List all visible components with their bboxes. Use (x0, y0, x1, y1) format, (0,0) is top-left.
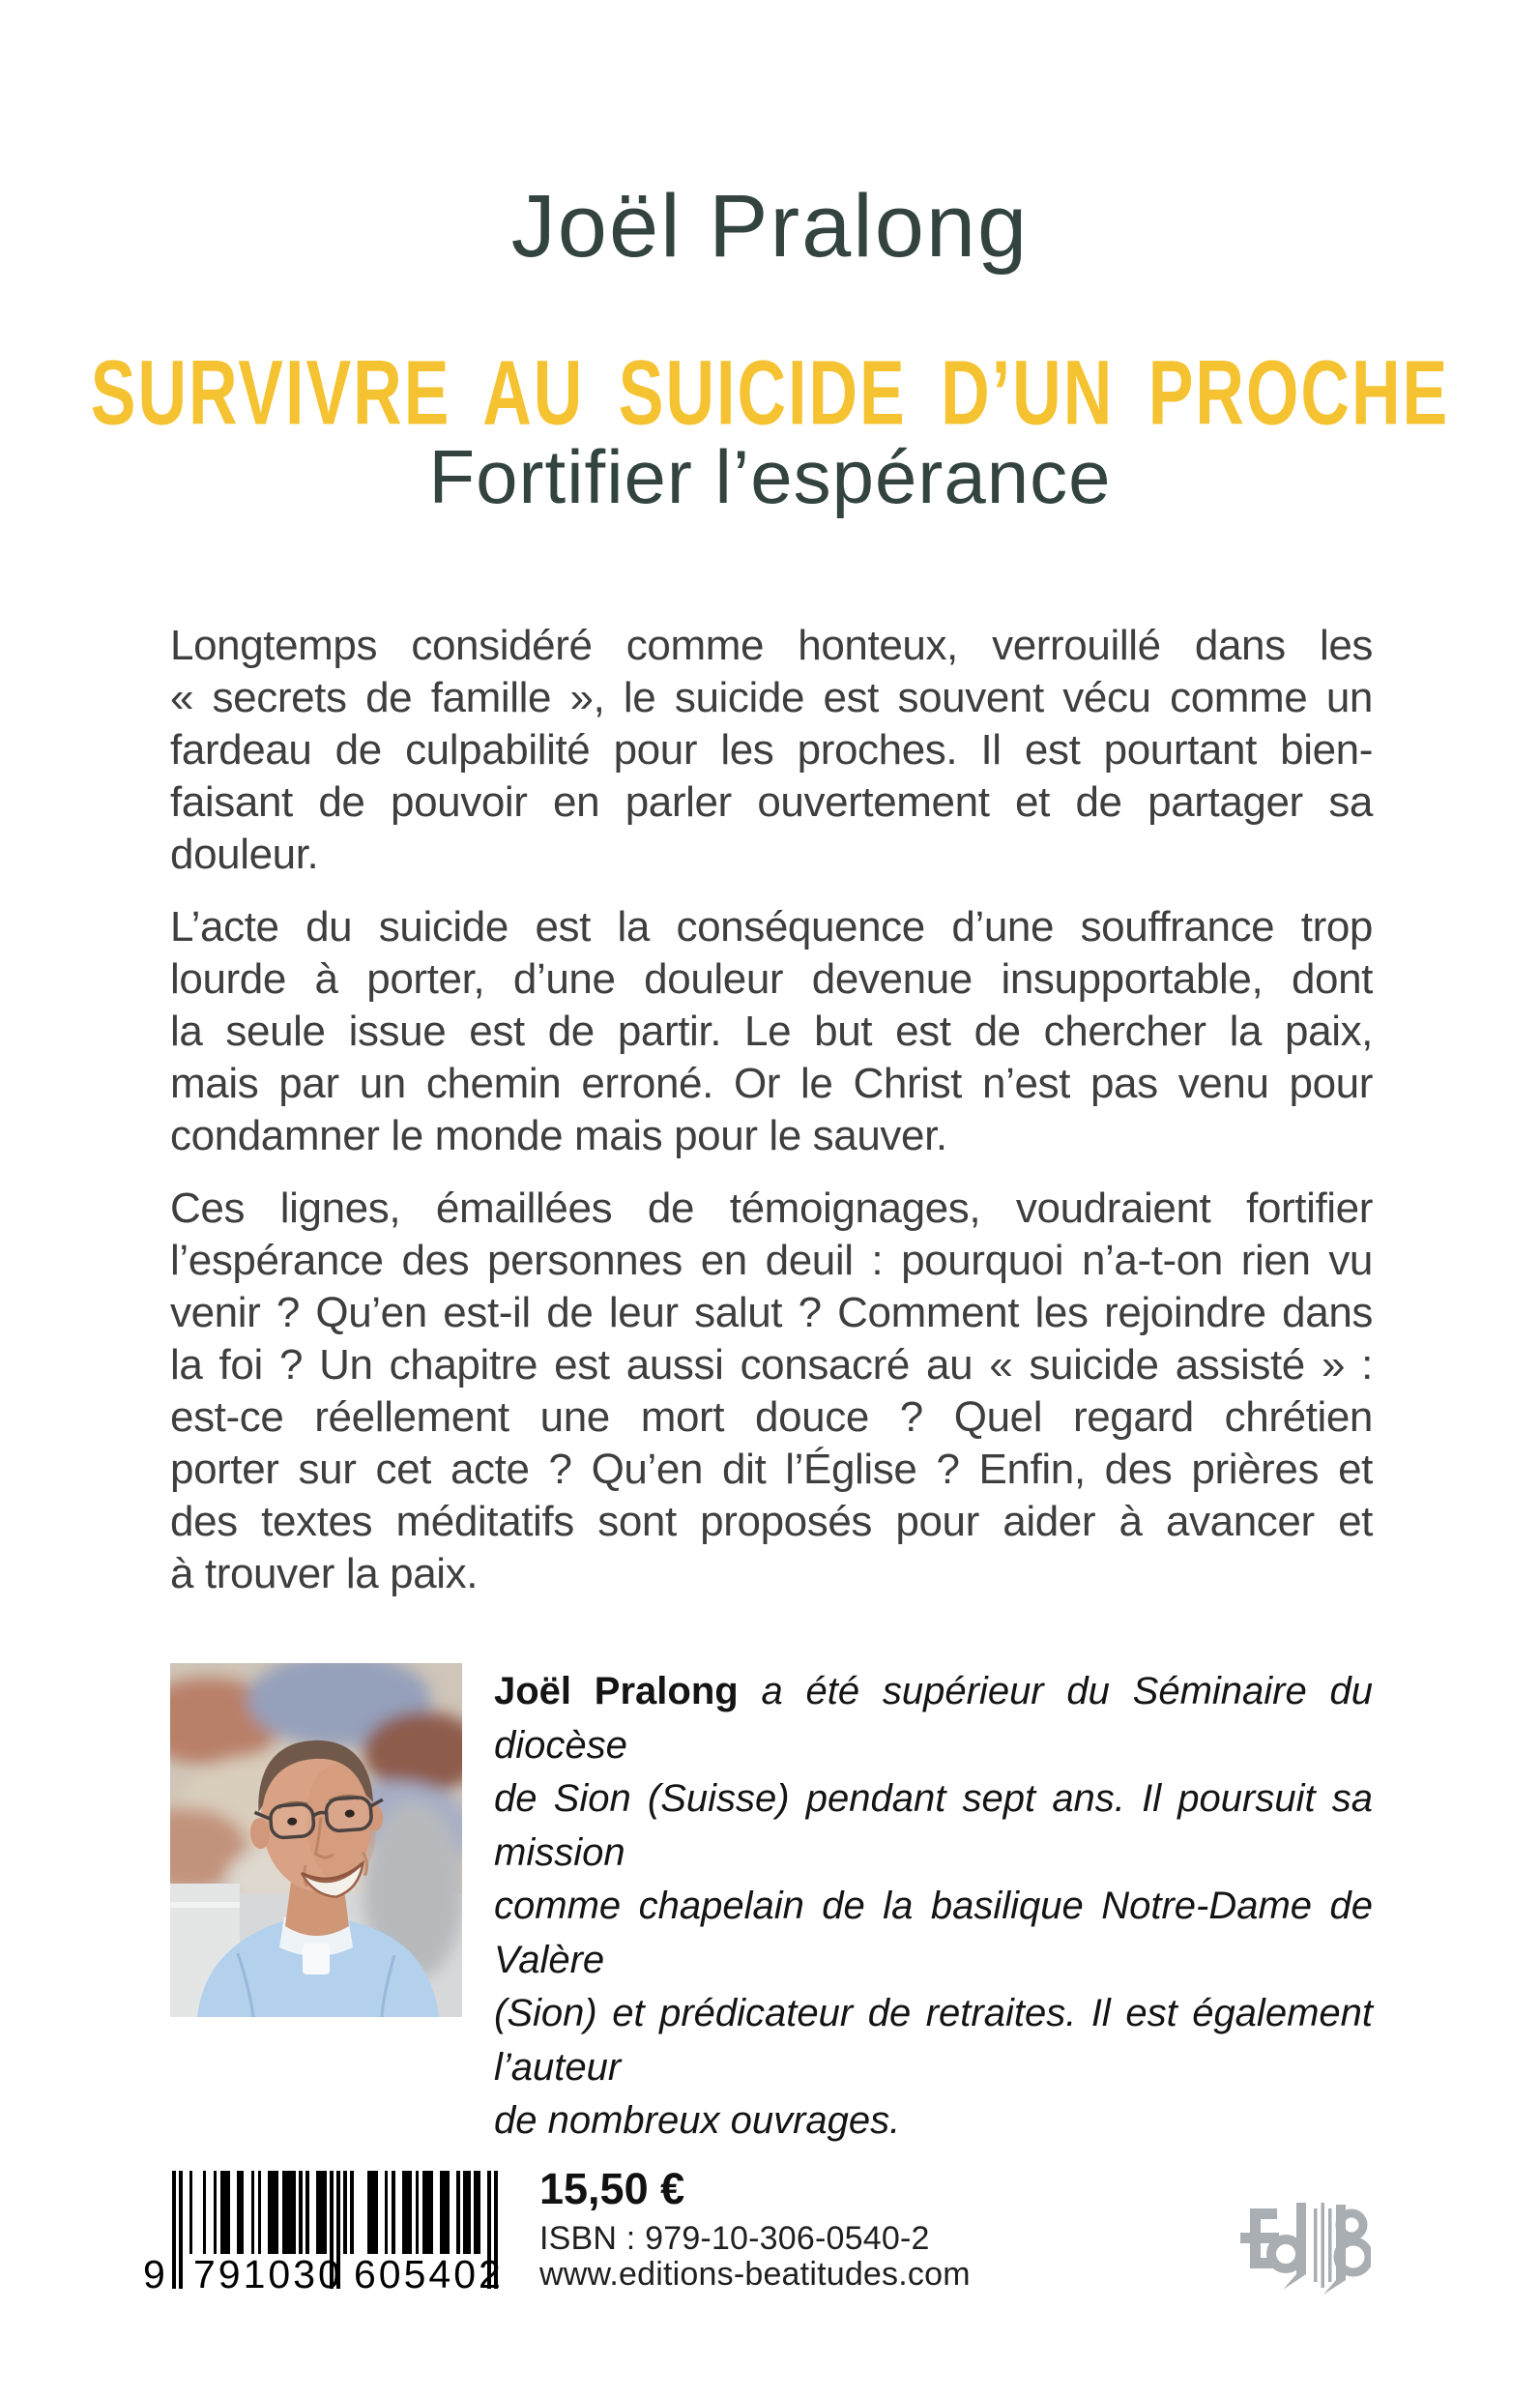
price: 15,50 € (539, 2164, 685, 2213)
book-subtitle: Fortifier l’espérance (428, 434, 1112, 519)
bio-text: Joël Pralong a été supérieur du Séminaire du diocèse de Sion (Suisse) pendant sept ans. Il poursuit sa mission comme chapelain de la basilique Notre-Dame de Valère (Sion) et prédicateur de retraites. Il est également l’auteur de nombreux ouvrages. (494, 1670, 1373, 2142)
author-name: Joël Pralong (510, 177, 1030, 276)
barcode-lead-digit: 9 (143, 2252, 168, 2296)
paragraph: Longtemps considéré comme honteux, verrouillé dans les « secrets de famille », le suicide est souvent vécu comme un fardeau de culpabilité pour les proches. Il est pourtant bien- faisant de pouvoir en parler ouvertement et de partager sa douleur. (170, 622, 1373, 878)
wall-ledge (170, 1902, 240, 1908)
barcode-right-digits: 605402 (354, 2252, 504, 2296)
website-url: www.editions-beatitudes.com (539, 2256, 971, 2293)
publisher-logo-edb-icon (1240, 2203, 1371, 2295)
barcode-left-digits: 791030 (193, 2252, 343, 2296)
author-photo (170, 1663, 462, 2017)
barcode (143, 2171, 530, 2298)
paragraph: L’acte du suicide est la conséquence d’une souffrance trop lourde à porter, d’une douleur devenue insupportable, dont la seule issue est de partir. Le but est de chercher la paix, mais par un chemin erroné. Or le Christ n’est pas venu pour condamner le monde mais pour le sauver. (170, 903, 1373, 1159)
isbn: ISBN : 979-10-306-0540-2 (539, 2220, 930, 2257)
bio-author-name: Joël Pralong (494, 1670, 739, 1712)
paragraph: Ces lignes, émaillées de témoignages, voudraient fortifier l’espérance des personnes en deuil : pourquoi n’a-t-on rien vu venir ? Qu’en est-il de leur salut ? Comment les rejoindre dans la foi ? Un chapitre est aussi consacré au « suicide assisté » : est-ce réellement une mort douce ? Quel regard chrétien porter sur cet acte ? Qu’en dit l’Église ? Enfin, des prières et des textes méditatifs sont proposés pour aider à avancer et à trouver la paix. (170, 1184, 1373, 1597)
collar-tab (303, 1944, 330, 1974)
book-title: SURVIVRE AU SUICIDE D’UN PROCHE (90, 341, 1450, 444)
body-paragraphs (170, 620, 1373, 1621)
main-title-wrap (0, 340, 1540, 444)
